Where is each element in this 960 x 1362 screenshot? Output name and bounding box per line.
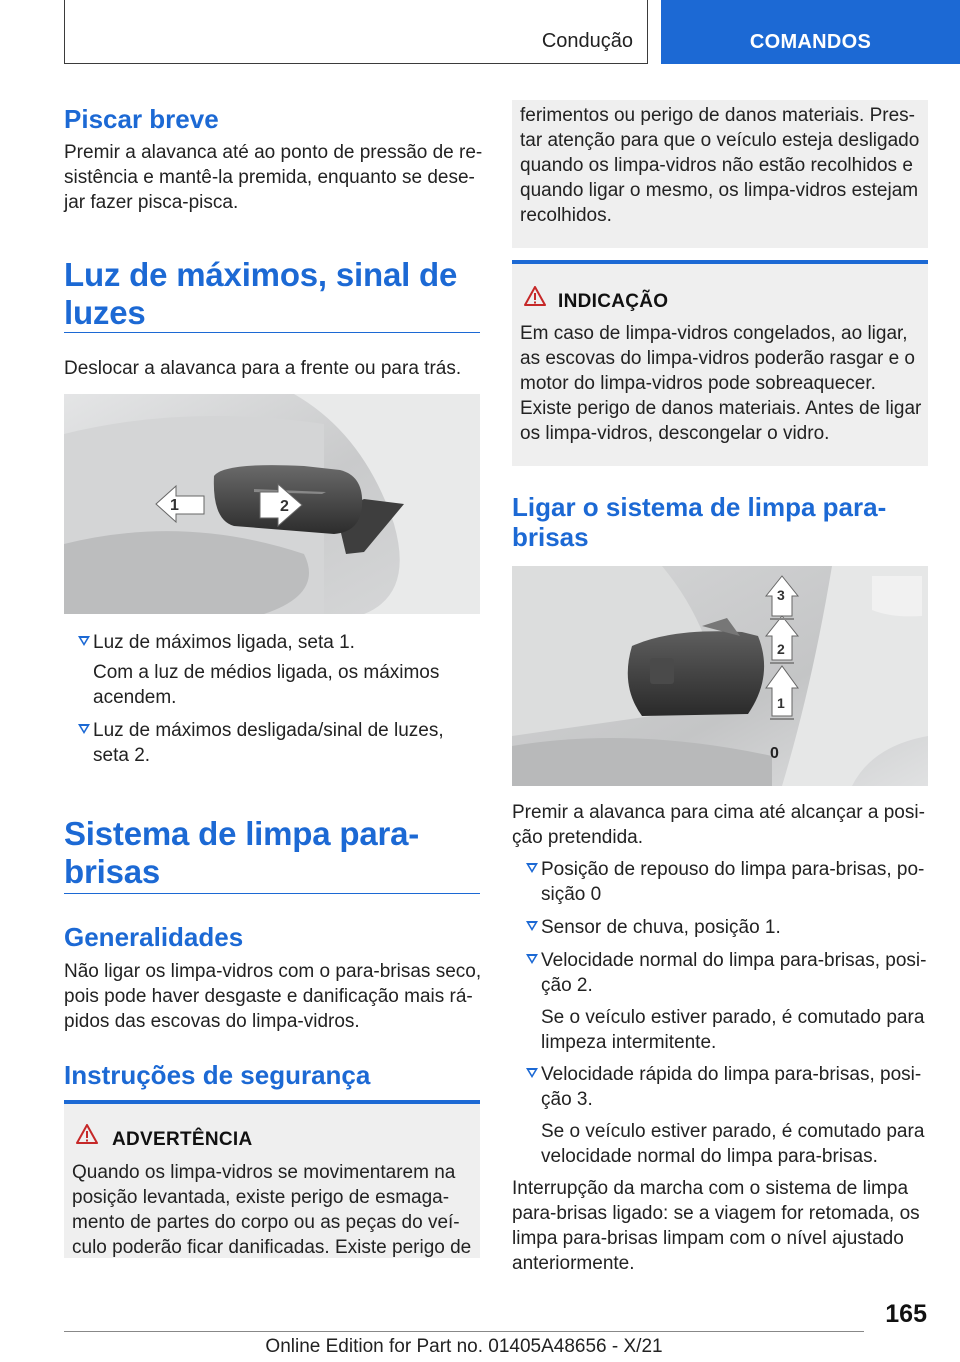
- caution-triangle-icon: [524, 286, 546, 306]
- list-item-high-beam-on: [78, 630, 478, 656]
- bullet-triangle-icon: [526, 1068, 538, 1078]
- heading-luz-maximos-line1: Luz de máximos, sinal de: [64, 256, 458, 293]
- bullet-triangle-icon: [526, 863, 538, 873]
- figure2-label-2: 2: [777, 641, 785, 657]
- list-item-position-2: [526, 948, 926, 998]
- paragraph-generalidades: Não ligar os limpa-vidros com o para-brisas seco, pois pode haver desgaste e danificação mais rá- pidos das escovas do limpa-vidros.: [64, 961, 482, 1032]
- list-item-text: Velocidade normal do limpa para-brisas, posi-: [541, 950, 927, 971]
- list-item-subtext-line1: Com a luz de médios ligada, os máximos: [93, 662, 440, 683]
- header-section-label: Condução: [541, 30, 633, 52]
- heading-ligar-sistema-line2: brisas: [512, 522, 589, 552]
- list-item-text-line2: sição 0: [541, 884, 602, 905]
- warning-title: ADVERTÊNCIA: [112, 1129, 253, 1150]
- heading-ligar-sistema-line1: Ligar o sistema de limpa para-: [512, 492, 887, 522]
- heading-piscar-breve: Piscar breve: [64, 104, 219, 134]
- warning-triangle-icon: [76, 1124, 98, 1144]
- figure2-label-0: 0: [770, 745, 779, 762]
- heading-generalidades: Generalidades: [64, 922, 244, 952]
- bullet-triangle-icon: [78, 636, 90, 646]
- figure-wiper-lever: [512, 566, 928, 786]
- header-chapter-tab: [661, 0, 960, 64]
- header-section-tab: [64, 0, 648, 64]
- paragraph-piscar-breve: Premir a alavanca até ao ponto de pressão de re- sistência e mantê-la premida, enquanto se dese- jar fazer pisca-pisca.: [64, 142, 483, 213]
- note-box-top-bar: [512, 260, 928, 264]
- list-item-text-line2: seta 2.: [93, 745, 151, 766]
- list-item-text-line2: ção 2.: [541, 975, 593, 996]
- list-item-text: Sensor de chuva, posição 1.: [541, 917, 781, 938]
- figure-high-beam-lever: [64, 394, 480, 614]
- heading-sistema-limpa-line2: brisas: [64, 853, 161, 890]
- paragraph-interrupcao-marcha: Interrupção da marcha com o sistema de limpa para-brisas ligado: se a viagem for retomada, os limpa para-brisas limpam com o nível ajustado anteriormente.: [512, 1178, 920, 1274]
- bullet-triangle-icon: [78, 724, 90, 734]
- warning-box: [64, 1100, 480, 1258]
- header-chapter-label: COMANDOS: [749, 31, 872, 53]
- list-item-position-1: [526, 915, 926, 941]
- high-beam-lever-illustration: [64, 394, 480, 614]
- list-item-text: Luz de máximos desligada/sinal de luzes,: [93, 720, 444, 741]
- warning-box-continued: [512, 100, 928, 248]
- wiper-lever-illustration: [512, 566, 928, 786]
- heading-luz-maximos-line2: luzes: [64, 294, 146, 331]
- heading-instrucoes-seguranca: Instruções de segurança: [64, 1060, 371, 1090]
- figure1-label-2: 2: [280, 498, 289, 515]
- list-item-text: Posição de repouso do limpa para-brisas, po-: [541, 859, 925, 880]
- figure1-label-1: 1: [170, 497, 179, 514]
- note-text: Em caso de limpa-vidros congelados, ao ligar, as escovas do limpa-vidros poderão rasgar e o motor do limpa-vidros pode sobreaquecer. Existe perigo de danos materiais. Antes de ligar os limpa-vidros, descongelar o vidro.: [520, 323, 922, 444]
- warning-text-continued: ferimentos ou perigo de danos materiais. Pres- tar atenção para que o veículo esteja desligado quando os limpa-vidros não estão recolhidos e quando ligar o mesmo, os limpa-vidros estejam recolhidos.: [520, 105, 920, 226]
- note-box: [512, 260, 928, 466]
- footer-edition: Online Edition for Part no. 01405A48656 - X/21: [265, 1336, 663, 1357]
- footer-rule: [64, 1331, 864, 1332]
- list-item-text-line2: ção 3.: [541, 1089, 593, 1110]
- list-item-position-0: [526, 857, 926, 907]
- list-item-position-3: [526, 1062, 926, 1112]
- paragraph-luz-maximos: Deslocar a alavanca para a frente ou para trás.: [64, 358, 462, 379]
- heading-rule: [64, 893, 480, 894]
- figure2-label-1: 1: [777, 695, 785, 711]
- list-item-subtext-position-2: Se o veículo estiver parado, é comutado para limpeza intermitente.: [541, 1007, 925, 1053]
- page-number: 165: [885, 1300, 927, 1328]
- list-item-high-beam-off: [78, 718, 478, 768]
- list-item-subtext-position-3: Se o veículo estiver parado, é comutado para velocidade normal do limpa para-brisas.: [541, 1121, 925, 1167]
- figure2-label-3: 3: [777, 587, 785, 603]
- list-item-text: Luz de máximos ligada, seta 1.: [93, 632, 355, 653]
- list-item-subtext-line2: acendem.: [93, 687, 177, 708]
- paragraph-ligar-sistema: Premir a alavanca para cima até alcançar a posi- ção pretendida.: [512, 802, 925, 848]
- bullet-triangle-icon: [526, 954, 538, 964]
- warning-text: Quando os limpa-vidros se movimentarem na posição levantada, existe perigo de esmaga- mento de partes do corpo ou as peças do veí- culo poderão ficar danificadas. Existe perigo de: [72, 1162, 472, 1258]
- heading-sistema-limpa-line1: Sistema de limpa para-: [64, 815, 420, 852]
- warning-box-top-bar: [64, 1100, 480, 1104]
- note-title: INDICAÇÃO: [558, 291, 669, 312]
- heading-rule: [64, 332, 480, 333]
- list-item-text: Velocidade rápida do limpa para-brisas, posi-: [541, 1064, 922, 1085]
- bullet-triangle-icon: [526, 921, 538, 931]
